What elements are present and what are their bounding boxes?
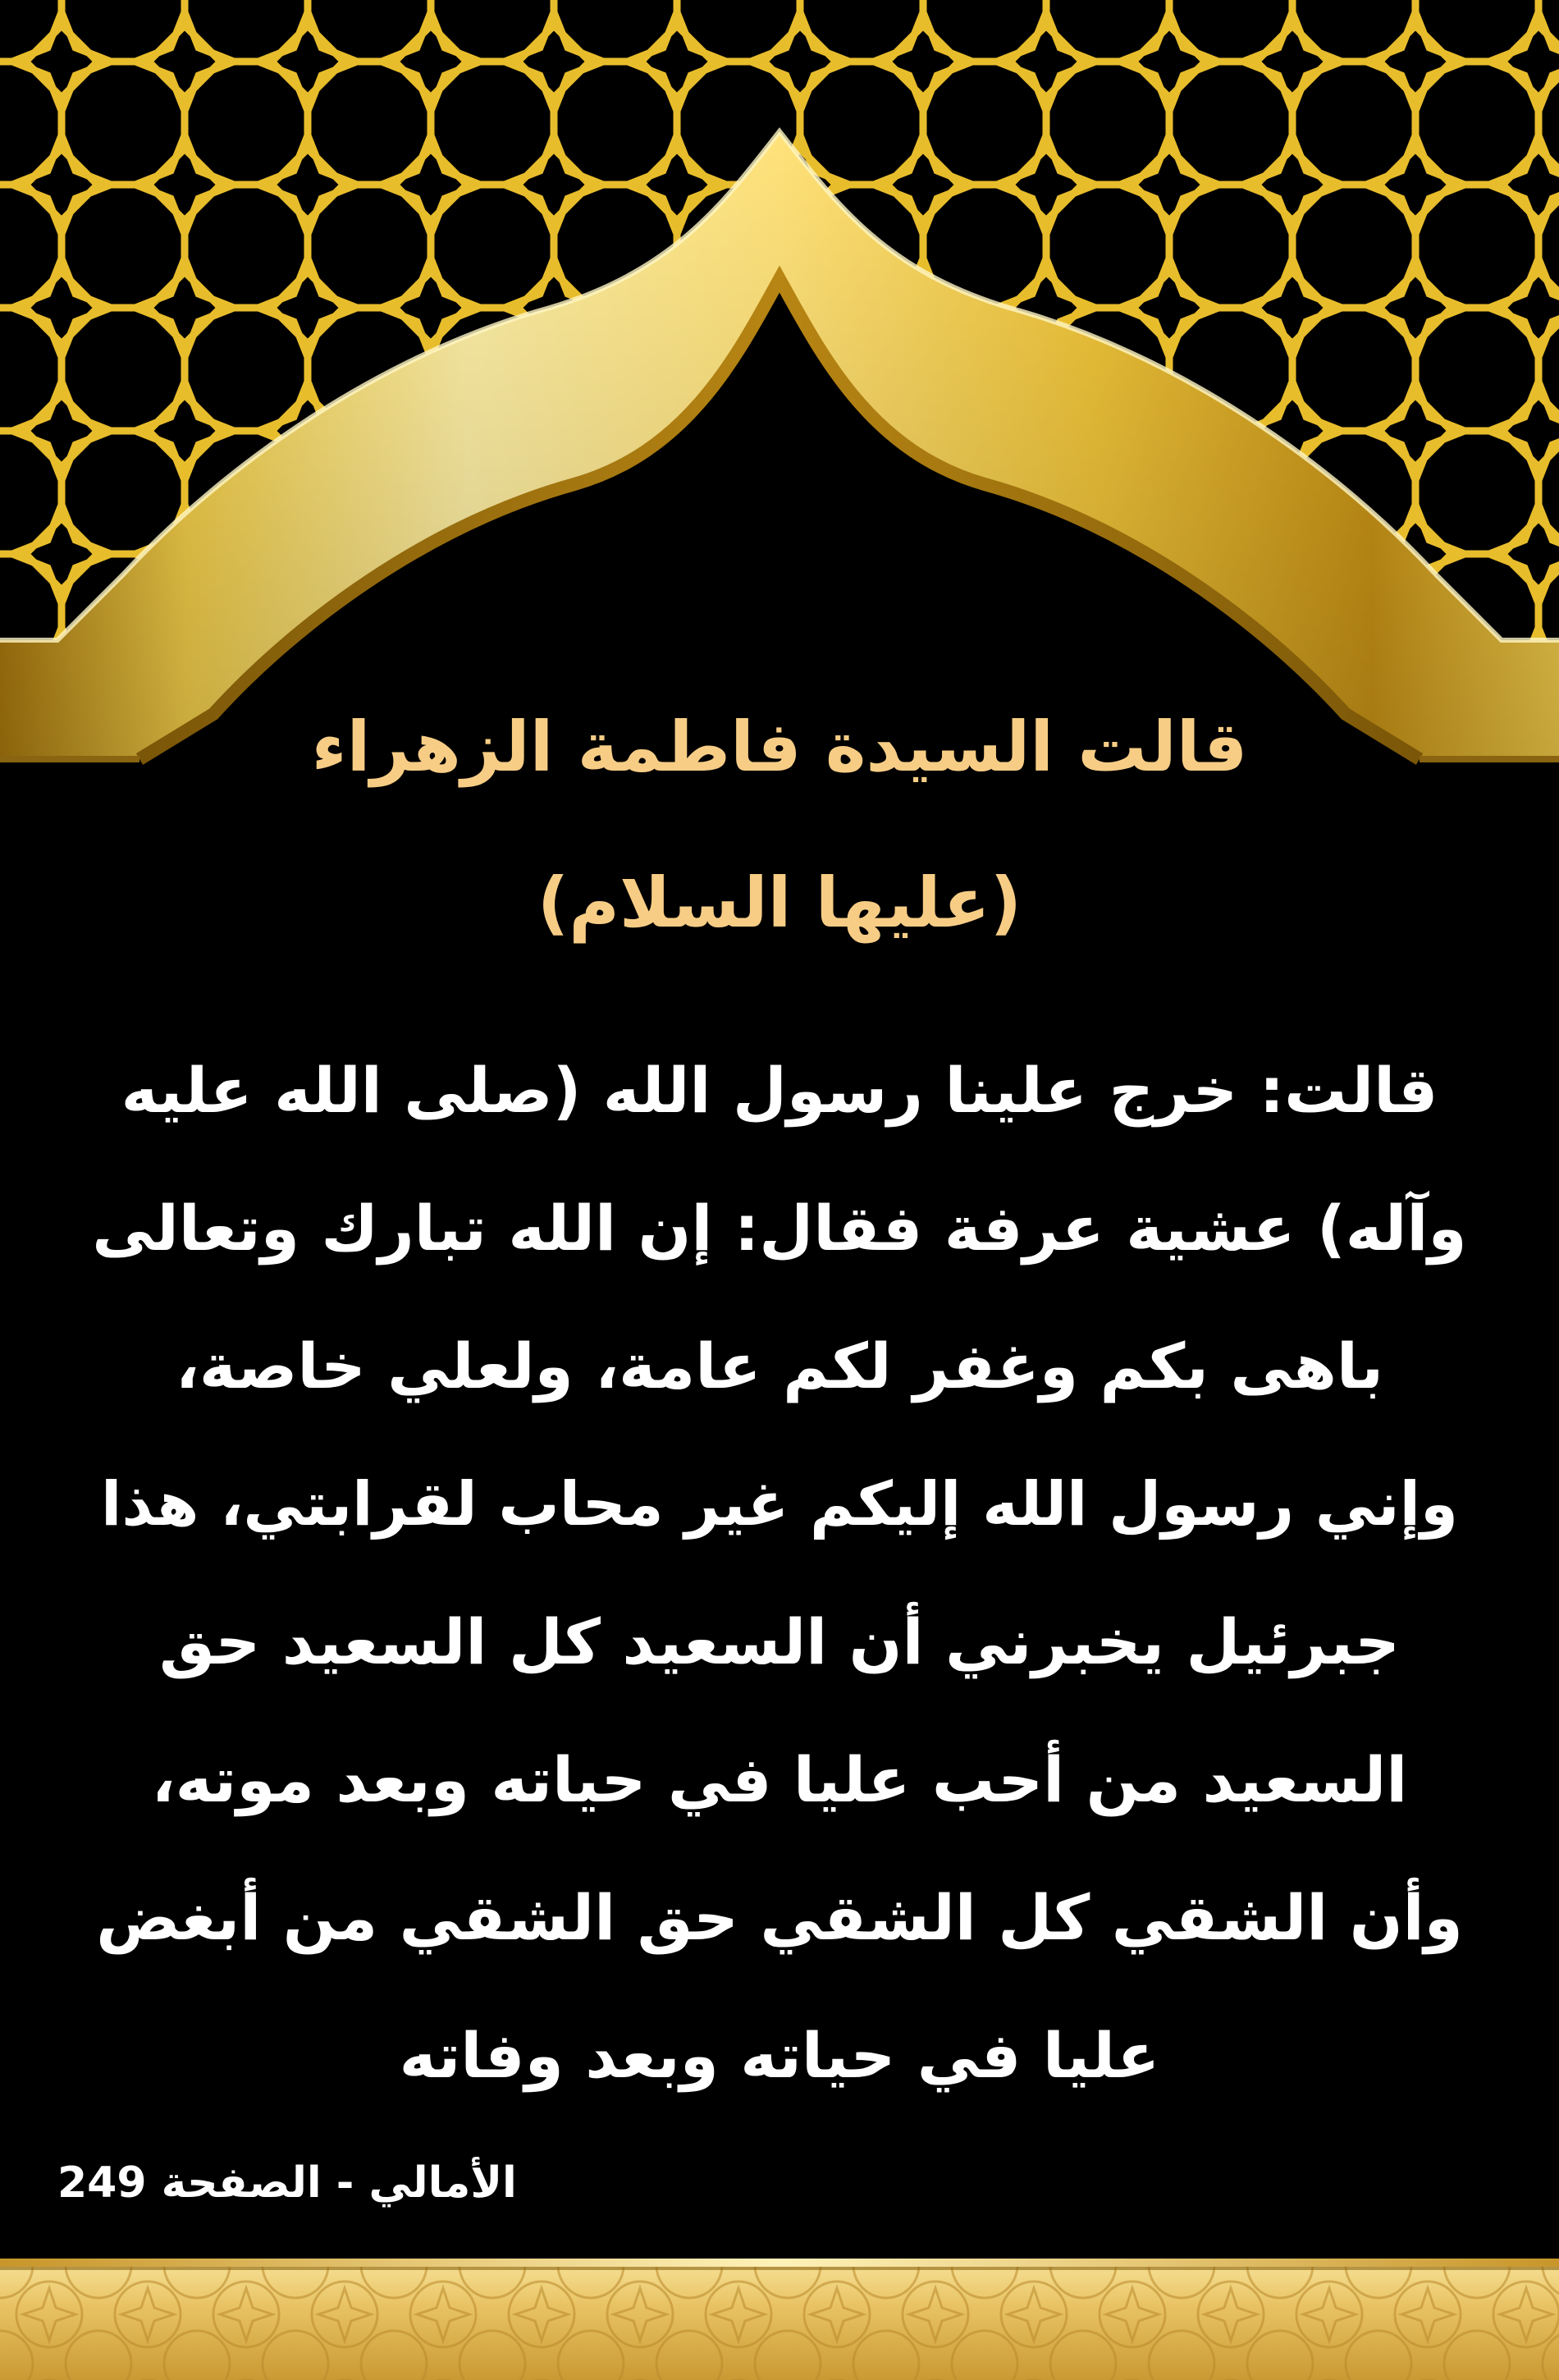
quote-line: قالت: خرج علينا رسول الله (صلى الله عليه (121, 1054, 1438, 1127)
quote-line: جبرئيل يخبرني أن السعيد كل السعيد حق (159, 1605, 1400, 1678)
quote-line: عليا في حياته وبعد وفاته (399, 2019, 1160, 2092)
gold-ornament-band-icon (0, 2259, 1559, 2380)
source-citation: الأمالي - الصفحة 249 (57, 2158, 517, 2208)
quote-line: وأن الشقي كل الشقي حق الشقي من أبغض (96, 1881, 1463, 1954)
quote-line: باهى بكم وغفر لكم عامة، ولعلي خاصة، (176, 1330, 1383, 1403)
title-line-2: (عليها السلام) (537, 863, 1022, 943)
quote-line: وآله) عشية عرفة فقال: إن الله تبارك وتعالى (92, 1192, 1467, 1265)
quote-line: السعيد من أحب عليا في حياته وبعد موته، (151, 1743, 1408, 1816)
title-line-1: قالت السيدة فاطمة الزهراء (311, 707, 1248, 787)
quote-body (90, 1022, 1469, 2125)
quote-line: وإني رسول الله إليكم غير محاب لقرابتي، هذا (101, 1469, 1458, 1540)
